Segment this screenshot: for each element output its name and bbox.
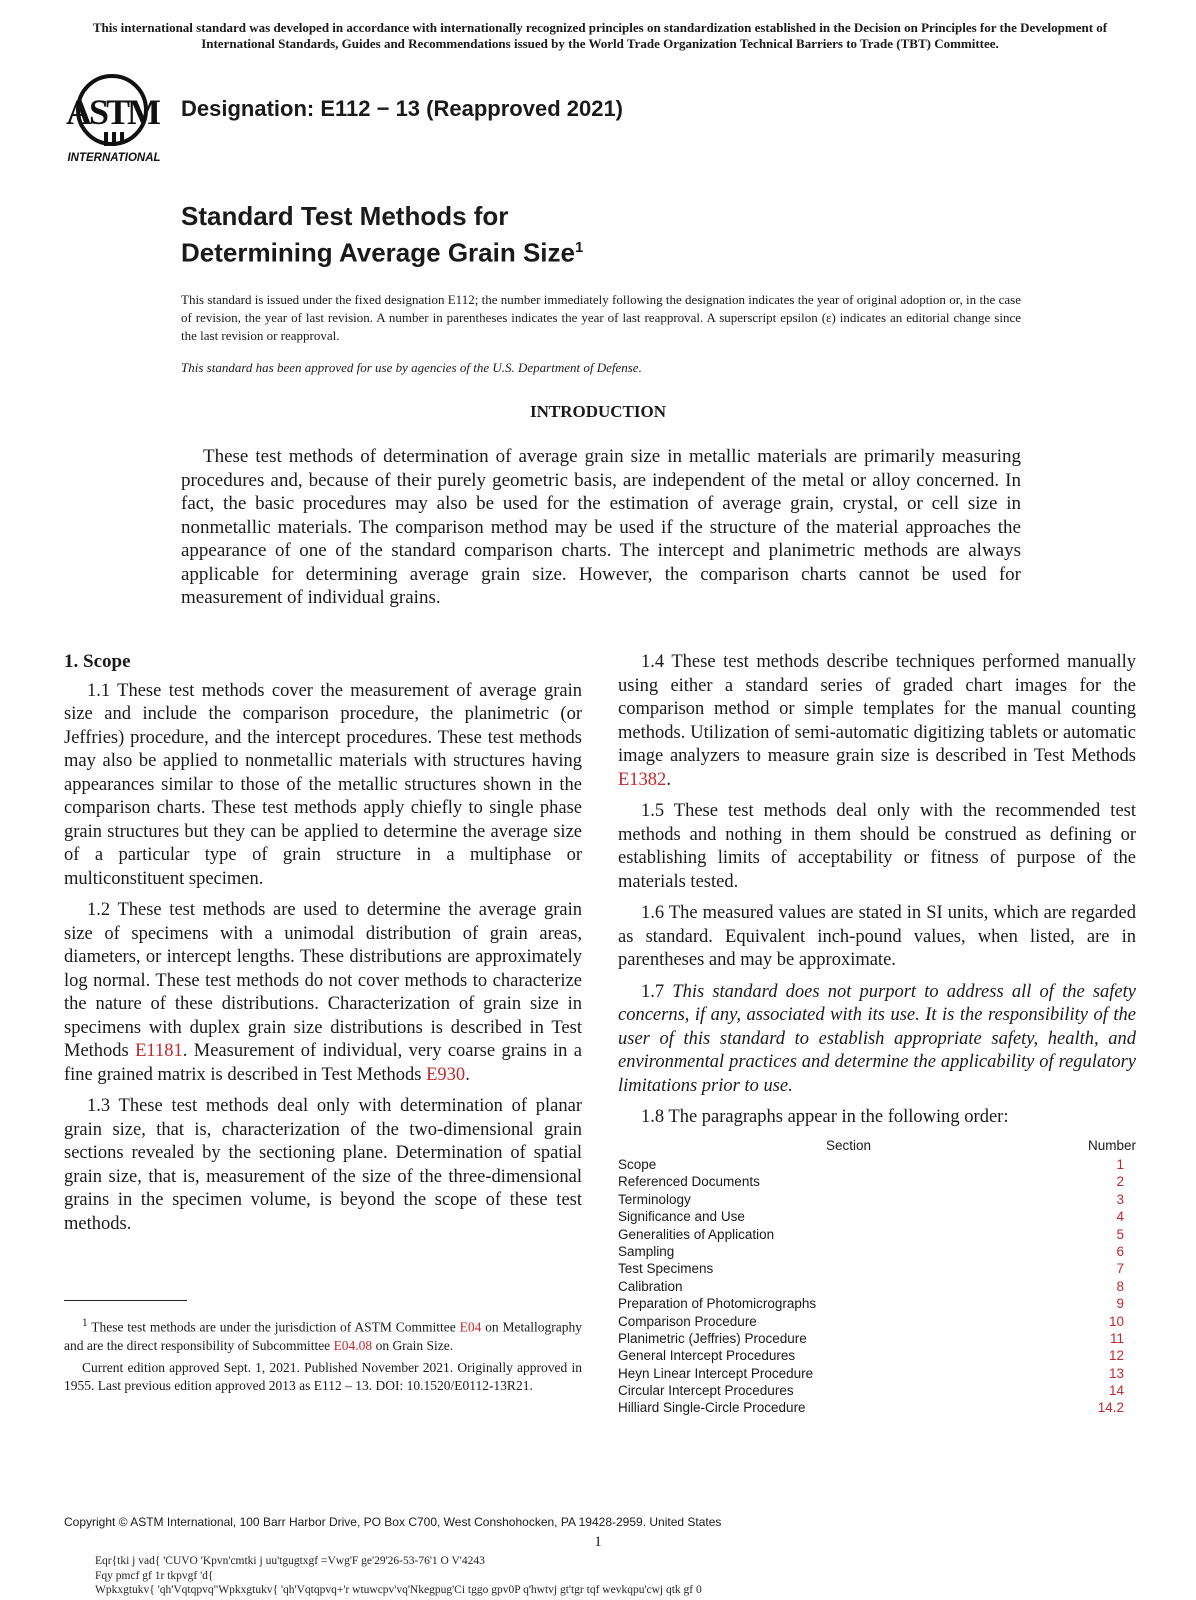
toc-section-number-link[interactable]: 5 [1116,1226,1124,1242]
toc-section-title: Hilliard Single-Circle Procedure [618,1400,806,1416]
toc-header [618,1138,1136,1156]
toc-row [618,1208,1136,1225]
toc-row [618,1330,1136,1347]
toc-row [618,1226,1136,1243]
title-line-2: Determining Average Grain Size [181,237,575,268]
toc-section-title: Sampling [618,1243,675,1259]
toc-row [618,1382,1136,1399]
toc-section-title: Scope [618,1157,657,1172]
paragraph-1-2 [64,899,582,1087]
toc-section-number-link[interactable]: 14 [1108,1383,1124,1399]
toc-section-title: Terminology [618,1191,691,1207]
toc-row [618,1365,1136,1382]
title-line-1: Standard Test Methods for [181,201,509,231]
toc-section-title: Heyn Linear Intercept Procedure [618,1365,814,1381]
title-footnote-mark[interactable]: 1 [574,239,584,256]
paragraph-1-4-text-b: . [666,769,671,790]
paragraph-1-4 [618,651,1136,792]
toc-section-number-link[interactable]: 3 [1116,1191,1124,1207]
footnote-1-text-a: These test methods are under the jurisdiction of ASTM Committee [87,1319,460,1335]
toc-section-title: Generalities of Application [618,1226,775,1242]
page-number: 1 [594,1534,602,1550]
astm-logo [64,70,168,166]
paragraph-1-3: 1.3 These test methods deal only with determination of planar grain size, that is, characterization of the two-dimensional grain sections revealed by the sectioning plane. Determination of spatial grain size, that is, measurement of the size of the three-dimensional grains in the specimen volume, is beyond the scope of these test methods. [64,1096,582,1234]
license-line-3: Wpkxgtukv{ 'qh'Vqtqpvq"Wpkxgtukv{ 'qh'Vqtqpvq+'r wtuwcpv'vq'Nkegpug'Ci tggo gpv0P q'hwtvj gt'tgr tqf wevkqpu'cwj qtk gf 0 [95,1584,702,1596]
toc-section-number-link[interactable]: 13 [1108,1365,1124,1381]
ref-e04-08-link[interactable]: E04.08 [333,1337,373,1353]
introduction-heading: INTRODUCTION [529,402,667,421]
paragraph-1-7 [618,981,1136,1099]
logo-text: ASTM [65,92,159,132]
toc-header-number: Number [1087,1138,1136,1153]
toc-section-number-link[interactable]: 11 [1109,1330,1124,1346]
dod-approval-note: This standard has been approved for use by agencies of the U.S. Department of Defense. [181,360,642,375]
paragraph-1-2-text-c: . [465,1064,470,1085]
license-line-2: Fqy pmcf gf 1r tkpvgf 'd{ [95,1569,214,1582]
ref-e930-link[interactable]: E930 [426,1064,466,1085]
paragraph-1-7-number: 1.7 [641,981,673,1002]
paragraph-1-8: 1.8 The paragraphs appear in the following order: [641,1107,1009,1127]
toc-row [618,1260,1136,1277]
designation: Designation: E112 − 13 (Reapproved 2021) [181,96,624,121]
wto-notice: This international standard was developed in accordance with internationally recognized principles on standardization established in the Decision on Principles for the Development of International Standards, Guides and Recommendations issued by the World Trade Organization Technical Barriers to Trade (TBT) Committee. [92,20,1108,51]
ref-e1181-link[interactable]: E1181 [135,1041,183,1061]
toc-row [618,1173,1136,1190]
toc-section-number-link[interactable]: 7 [1116,1261,1124,1277]
footnote-edition: Current edition approved Sept. 1, 2021. Published November 2021. Originally approved in 1955. Last previous edition approved 2013 as E112 – 13. DOI: 10.1520/E0112-13R21. [64,1359,582,1393]
logo-letters [66,92,160,132]
issue-note: This standard is issued under the fixed designation E112; the number immediately following the designation indicates the year of original adoption or, in the case of revision, the year of last revision. A number in parentheses indicates the year of last reapproval. A superscript epsilon (ε) indicates an editorial change since the last revision or reapproval. [181,292,1021,343]
toc-section-title: Referenced Documents [618,1174,760,1190]
toc-row [618,1156,1136,1173]
toc-row [618,1347,1136,1364]
toc-section-title: Circular Intercept Procedures [618,1383,794,1399]
toc-section-title: Significance and Use [618,1209,745,1225]
toc-row [618,1313,1136,1330]
toc-row [618,1278,1136,1295]
footnote-divider [64,1300,187,1301]
footnote-1 [64,1314,582,1355]
toc-section-number-link[interactable]: 8 [1116,1278,1124,1294]
toc-row [618,1191,1136,1208]
paragraph-1-4-text-a: 1.4 These test methods describe techniques performed manually using either a standard series of graded chart images for the comparison method or simple templates for the manual counting methods. Utilization of semi-automatic digitizing tablets or automatic image analyzers to measure grain size is described in Test Methods [618,652,1136,766]
toc-section-number-link[interactable]: 4 [1116,1209,1124,1225]
toc-section-number-link[interactable]: 10 [1108,1313,1124,1329]
toc-section-number-link[interactable]: 9 [1116,1296,1124,1312]
toc-section-number-link[interactable]: 14.2 [1097,1400,1124,1416]
paragraph-1-7-text: This standard does not purport to address all of the safety concerns, if any, associated with its use. It is the responsibility of the user of this standard to establish appropriate safety, health, and environmental practices and determine the applicability of regulatory limitations prior to use. [618,981,1136,1096]
toc-section-title: Comparison Procedure [618,1313,757,1329]
footnote-1-text-b: on Metallography and are the direct responsibility of Subcommittee [64,1319,582,1353]
toc-row [618,1243,1136,1260]
scope-heading: 1. Scope [64,651,131,672]
paragraph-1-2-text-a: 1.2 These test methods are used to determine the average grain size of specimens with a unimodal distribution of grain areas, diameters, or intercept lengths. These distributions are approximately log normal. These test methods do not cover methods to characterize the nature of these distributions. Characterization of grain size in specimens with duplex grain size distributions is described in Test Methods [64,900,582,1061]
introduction-text: These test methods of determination of average grain size in metallic materials are primarily measuring procedures and, because of their purely geometric basis, are independent of the metal or alloy concerned. In fact, the basic procedures may also be used for the estimation of average grain, crystal, or cell size in nonmetallic materials. The comparison method may be used if the structure of the material approaches the appearance of one of the standard comparison charts. The intercept and planimetric methods are always applicable for determining average grain size. However, the comparison charts cannot be used for measurement of individual grains. [181,446,1021,608]
toc-row [618,1399,1136,1416]
footnotes [64,1314,582,1399]
toc-header-section: Section [826,1138,872,1153]
toc-section-title: Preparation of Photomicrographs [618,1296,817,1312]
paragraph-1-2-text-b: . Measurement of individual, very coarse grains in a fine grained matrix is described in Test Methods [64,1041,583,1085]
paragraph-1-6: 1.6 The measured values are stated in SI units, which are regarded as standard. Equivalent inch-pound values, when listed, are in parentheses and may be approximate. [618,903,1136,970]
paragraph-1-5: 1.5 These test methods deal only with the recommended test methods and nothing in them should be construed as defining or establishing limits of acceptability or fitness of purpose of the materials tested. [618,801,1136,892]
right-column [618,651,1136,1132]
toc-section-title: Test Specimens [618,1261,714,1277]
toc-section-number-link[interactable]: 12 [1108,1348,1124,1364]
copyright-line: Copyright © ASTM International, 100 Barr Harbor Drive, PO Box C700, West Conshohocken, PA 19428-2959. United States [64,1515,722,1529]
ref-e04-link[interactable]: E04 [459,1319,482,1335]
toc-section-title: General Intercept Procedures [618,1348,796,1364]
toc-section-number-link[interactable]: 2 [1116,1174,1124,1190]
paragraph-1-1: 1.1 These test methods cover the measurement of average grain size and include the comparison procedure, the planimetric (or Jeffries) procedure, and the intercept procedures. These test methods may also be applied to nonmetallic materials with structures having appearances similar to those of the metallic structures shown in the comparison charts. These test methods apply chiefly to single phase grain structures but they can be applied to determine the average size of a particular type of grain structure in a multiphase or multiconstituent specimen. [64,680,582,889]
logo-caption: INTERNATIONAL [67,152,161,164]
toc-rows [618,1156,1136,1417]
left-column [64,650,582,1244]
footnote-1-text-c: on Grain Size. [372,1337,454,1353]
toc-section-number-link[interactable]: 6 [1116,1243,1124,1259]
toc-row [618,1295,1136,1312]
toc-section-title: Planimetric (Jeffries) Procedure [618,1330,807,1346]
document-title [181,200,583,269]
license-line-1: Eqr{tki j vad{ 'CUVO 'Kpvn'cmtki j uu'tgugtxgf =Vwg'F ge'29'26-53-76'1 O V'4243 [95,1555,485,1567]
toc-section-number-link[interactable]: 1 [1116,1157,1124,1172]
toc-section-title: Calibration [618,1278,683,1294]
section-order-table [618,1138,1136,1417]
license-stamp [95,1554,702,1598]
footnote-1-mark: 1 [82,1317,88,1329]
ref-e1382-link[interactable]: E1382 [618,769,667,790]
